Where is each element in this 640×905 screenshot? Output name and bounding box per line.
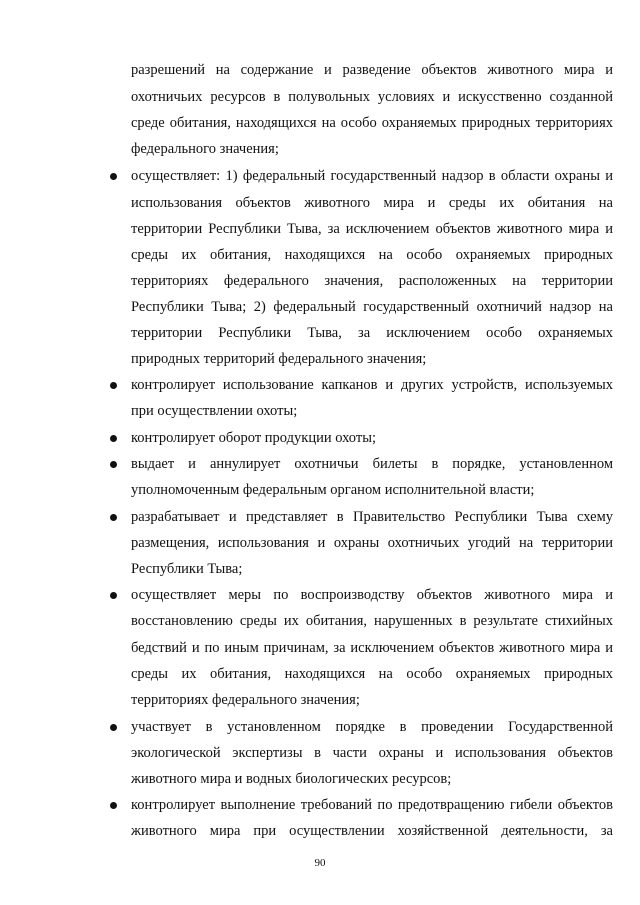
bullet-icon: [110, 382, 117, 389]
text-line: среде обитания, находящихся на особо охраняемых природных территориях: [131, 115, 613, 131]
text-line: выдает и аннулирует охотничьи билеты в порядке, установленном: [131, 456, 613, 472]
text-line: бедствий и по иным причинам, за исключением объектов животного мира и: [131, 640, 613, 656]
bullet-icon: [110, 514, 117, 521]
text-line: контролирует оборот продукции охоты;: [131, 430, 376, 446]
text-line: экологической экспертизы в части охраны и использования объектов: [131, 745, 613, 761]
bullet-icon: [110, 435, 117, 442]
text-line: животного мира при осуществлении хозяйственной деятельности, за: [131, 823, 613, 839]
text-line: территориях федерального значения, расположенных на территории: [131, 273, 613, 289]
text-line: контролирует использование капканов и других устройств, используемых: [131, 377, 613, 393]
text-line: восстановлению среды их обитания, нарушенных в результате стихийных: [131, 613, 613, 629]
text-line: осуществляет: 1) федеральный государственный надзор в области охраны и: [131, 168, 613, 184]
bullet-icon: [110, 461, 117, 468]
text-line: Республики Тыва;: [131, 561, 243, 577]
bullet-icon: [110, 173, 117, 180]
bullet-icon: [110, 802, 117, 809]
bullet-icon: [110, 592, 117, 599]
text-line: среды их обитания, находящихся на особо охраняемых природных: [131, 666, 613, 682]
text-line: использования объектов животного мира и среды их обитания на: [131, 195, 613, 211]
bullet-icon: [110, 724, 117, 731]
text-line: животного мира и водных биологических ресурсов;: [131, 771, 452, 787]
text-line: размещения, использования и охраны охотничьих угодий на территории: [131, 535, 613, 551]
text-line: контролирует выполнение требований по предотвращению гибели объектов: [131, 797, 613, 813]
text-line: разрешений на содержание и разведение объектов животного мира и: [131, 62, 613, 78]
text-line: федерального значения;: [131, 141, 279, 157]
text-line: участвует в установленном порядке в проведении Государственной: [131, 719, 613, 735]
text-line: территории Республики Тыва, за исключением особо охраняемых: [131, 325, 613, 341]
text-line: среды их обитания, находящихся на особо охраняемых природных: [131, 247, 613, 263]
text-line: Республики Тыва; 2) федеральный государственный охотничий надзор на: [131, 299, 613, 315]
text-line: природных территорий федерального значения;: [131, 351, 427, 367]
text-line: разрабатывает и представляет в Правительство Республики Тыва схему: [131, 509, 613, 525]
page-number: 90: [314, 857, 326, 869]
text-line: охотничьих ресурсов в полувольных условиях и искусственно созданной: [131, 89, 613, 105]
text-line: при осуществлении охоты;: [131, 403, 298, 419]
text-line: уполномоченным федеральным органом исполнительной власти;: [131, 482, 535, 498]
text-line: осуществляет меры по воспроизводству объектов животного мира и: [131, 587, 613, 603]
text-line: территориях федерального значения;: [131, 692, 360, 708]
text-line: территории Республики Тыва, за исключением объектов животного мира и: [131, 221, 613, 237]
